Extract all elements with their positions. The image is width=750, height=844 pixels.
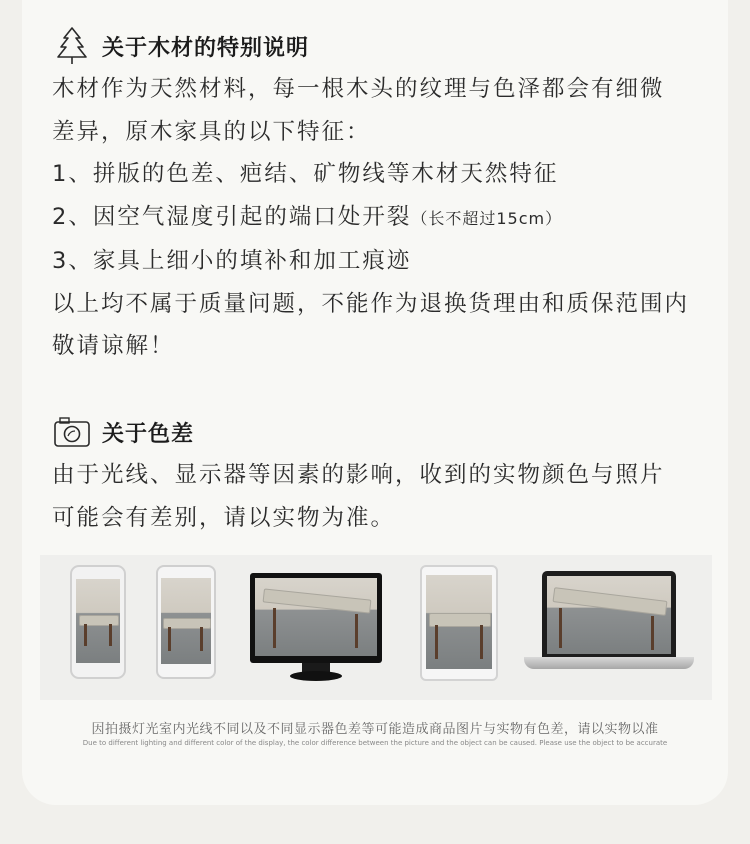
wood-line-4-main: 2、因空气湿度引起的端口处开裂 xyxy=(52,203,412,230)
device-comparison-image xyxy=(40,555,712,700)
wood-line-1: 木材作为天然材料，每一根木头的纹理与色泽都会有细微 xyxy=(52,76,665,102)
wood-line-3: 1、拼版的色差、疤结、矿物线等木材天然特征 xyxy=(52,161,559,187)
wood-line-5: 3、家具上细小的填补和加工痕迹 xyxy=(52,248,412,274)
phone-2 xyxy=(156,565,216,679)
color-title-text: 关于色差 xyxy=(102,421,195,447)
tablet xyxy=(420,565,498,681)
caption-english: Due to different lighting and different color of the display, the color difference between the picture and the object can be caused. Please use the object to be accurate xyxy=(82,739,668,747)
color-line-2: 可能会有差别，请以实物为准。 xyxy=(52,504,396,531)
wood-line-7: 敬请谅解！ xyxy=(52,333,175,359)
tree-icon xyxy=(52,25,92,67)
wood-section-title xyxy=(52,25,309,67)
color-section-body xyxy=(52,454,732,539)
color-section-title xyxy=(52,411,194,453)
wood-line-4-note: （长不超过15cm） xyxy=(411,208,563,228)
wood-line-2: 差异，原木家具的以下特征： xyxy=(52,118,371,145)
phone-1 xyxy=(70,565,126,679)
laptop-screen xyxy=(542,571,676,657)
color-line-1: 由于光线、显示器等因素的影响，收到的实物颜色与照片 xyxy=(52,462,665,488)
caption-chinese: 因拍摄灯光室内光线不同以及不同显示器色差等可能造成商品图片与实物有色差，请以实物以准 xyxy=(91,722,659,737)
wood-line-6: 以上均不属于质量问题，不能作为退换货理由和质保范围内 xyxy=(52,290,690,317)
wood-line-4 xyxy=(52,196,732,241)
camera-icon xyxy=(52,411,92,453)
wood-title-text: 关于木材的特别说明 xyxy=(102,35,310,61)
wood-section-body xyxy=(52,68,732,368)
laptop-base xyxy=(524,657,694,669)
monitor xyxy=(250,573,382,663)
monitor-base xyxy=(290,671,342,681)
